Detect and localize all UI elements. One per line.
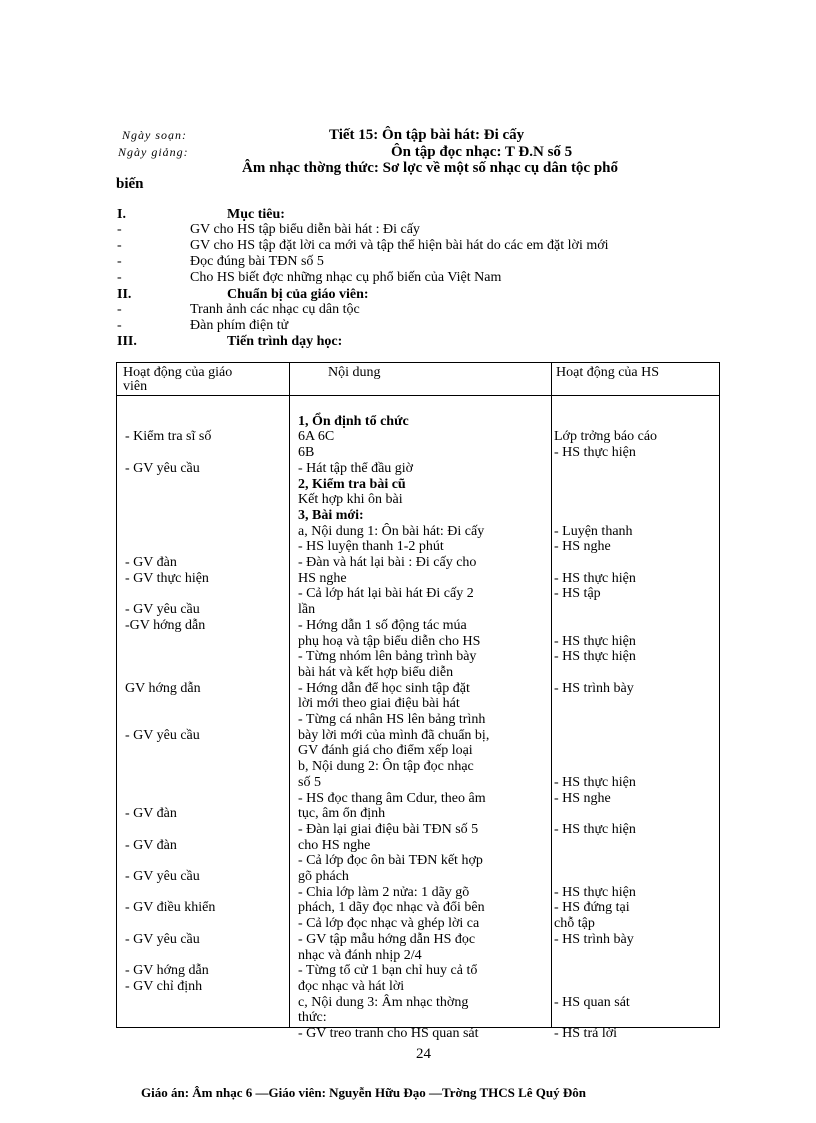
- content-item: - Từng nhóm lên bảng trình bày: [298, 649, 477, 665]
- content-item: a, Nội dung 1: Ôn bài hát: Đi cấy: [298, 523, 485, 539]
- section-2-number: II.: [117, 287, 132, 302]
- page-footer: Giáo án: Âm nhạc 6 —Giáo viên: Nguyễn Hữu Đạo —Trờng THCS Lê Quý Đôn: [141, 1085, 587, 1100]
- list-item: GV cho HS tập biểu diễn bài hát : Đi cấy: [190, 222, 420, 237]
- student-activity-item: - HS trình bày: [554, 680, 634, 696]
- student-activity-list: [552, 396, 719, 1041]
- list-item: GV cho HS tập đặt lời ca mới và tập thể hiện bài hát do các em đặt lời mới: [190, 238, 609, 253]
- teacher-activity-item: - GV yêu cầu: [125, 869, 200, 884]
- lesson-topic-cont: biến: [116, 176, 144, 192]
- student-activity-item: - HS thực hiện: [554, 633, 636, 649]
- content-item: HS nghe: [298, 570, 347, 586]
- student-activity-item: - HS tập: [554, 586, 601, 602]
- content-item: c, Nội dung 3: Âm nhạc thờng: [298, 994, 469, 1010]
- teacher-activity-item: -GV hớng dẫn: [125, 617, 206, 633]
- list-item: Tranh ảnh các nhạc cụ dân tộc: [190, 302, 360, 317]
- list-item: Đọc đúng bài TĐN số 5: [190, 254, 324, 269]
- teacher-activity-item: GV hớng dẫn: [125, 680, 201, 696]
- bullet-dash: -: [117, 318, 122, 333]
- student-activity-item: - HS trình bày: [554, 931, 634, 947]
- header-cell-teacher: [117, 363, 290, 396]
- teacher-activity-item: - GV yêu cầu: [125, 460, 200, 476]
- teacher-activity-item: - GV đàn: [125, 837, 177, 853]
- teacher-activity-list: [117, 396, 289, 1027]
- header-content: Nội dung: [328, 365, 381, 380]
- content-item: bày lời mới của mình đã chuẩn bị,: [298, 727, 490, 743]
- table-header-row: [117, 363, 720, 396]
- section-1-bullets: [117, 222, 122, 286]
- content-item: phụ hoạ và tập biểu diễn cho HS: [298, 633, 481, 649]
- content-item: số 5: [298, 774, 321, 790]
- student-activity-item: - HS nghe: [554, 539, 611, 555]
- content-item: 3, Bài mới:: [298, 507, 364, 523]
- content-cell: [290, 396, 552, 1041]
- student-activity-item: - HS trả lời: [554, 1026, 618, 1041]
- content-item: bài hát và kết hợp biểu diễn: [298, 664, 454, 680]
- teacher-activity-cell: [117, 396, 290, 1028]
- teacher-activity-item: - GV yêu cầu: [125, 602, 200, 618]
- bullet-dash: -: [117, 238, 122, 253]
- teacher-activity-item: - Kiểm tra sĩ số: [125, 429, 212, 445]
- content-item: 1, Ổn định tổ chức: [298, 413, 409, 429]
- content-item: GV đánh giá cho điểm xếp loại: [298, 743, 473, 759]
- content-item: - HS luyện thanh 1-2 phút: [298, 539, 444, 555]
- page-number: 24: [416, 1046, 431, 1062]
- student-activity-item: - HS đứng tại: [554, 900, 630, 916]
- section-3-title: Tiến trình dạy học:: [227, 334, 343, 349]
- content-item: 2, Kiểm tra bài cũ: [298, 476, 406, 492]
- section-3-number: III.: [117, 334, 137, 349]
- content-item: thức:: [298, 1010, 327, 1026]
- section-2-list: [190, 302, 360, 334]
- content-item: - GV treo tranh cho HS quan sát: [298, 1026, 479, 1041]
- lesson-plan-table: [116, 362, 720, 1041]
- teacher-activity-item: - GV đàn: [125, 555, 177, 570]
- teacher-activity-item: - GV chỉ định: [125, 978, 203, 994]
- student-activity-item: - HS thực hiện: [554, 884, 636, 900]
- content-item: - Từng cá nhân HS lên bảng trình: [298, 712, 486, 727]
- content-item: - GV tập mẫu hớng dẫn HS đọc: [298, 931, 476, 947]
- content-item: - Cả lớp hát lại bài hát Đi cấy 2: [298, 586, 474, 602]
- header-cell-content: [290, 363, 552, 396]
- lesson-subtitle: Ôn tập đọc nhạc: T Đ.N số 5: [391, 144, 573, 160]
- bullet-dash: -: [117, 302, 122, 317]
- content-item: - Đàn và hát lại bài : Đi cấy cho: [298, 555, 477, 570]
- student-activity-item: - HS thực hiện: [554, 774, 636, 790]
- header-cell-student: [552, 363, 720, 396]
- table-row: [117, 396, 720, 1028]
- student-activity-item: - HS thực hiện: [554, 649, 636, 665]
- student-activity-cell: [552, 396, 720, 1041]
- header-student: Hoạt động của HS: [556, 365, 660, 380]
- student-activity-item: - HS thực hiện: [554, 821, 636, 837]
- student-activity-item: - Luyện thanh: [554, 523, 633, 539]
- teacher-activity-item: - GV thực hiện: [125, 570, 209, 586]
- teacher-activity-item: - GV yêu cầu: [125, 931, 200, 947]
- teacher-activity-item: - GV điều khiển: [125, 900, 216, 916]
- content-item: phách, 1 dãy đọc nhạc và đổi bên: [298, 900, 485, 916]
- list-item: Cho HS biết đợc những nhạc cụ phổ biến của Việt Nam: [190, 270, 502, 285]
- content-item: Kết hợp khi ôn bài: [298, 492, 403, 508]
- ngay-soan-label: Ngày soạn:: [122, 128, 187, 142]
- content-item: - Hát tập thể đầu giờ: [298, 460, 414, 476]
- ngay-giang-label: Ngày giảng:: [118, 145, 189, 159]
- content-item: - HS đọc thang âm Cdur, theo âm: [298, 790, 486, 806]
- bullet-dash: -: [117, 270, 122, 285]
- student-activity-item: - HS nghe: [554, 790, 611, 806]
- content-item: - Đàn lại giai điệu bài TĐN số 5: [298, 821, 479, 837]
- header-teacher-line2: viên: [123, 379, 148, 394]
- bullet-dash: -: [117, 222, 122, 237]
- content-item: tục, âm ổn định: [298, 806, 386, 822]
- content-item: - Cả lớp đọc nhạc và ghép lời ca: [298, 916, 480, 932]
- section-1-list: [190, 222, 609, 286]
- student-activity-item: - HS thực hiện: [554, 445, 636, 461]
- bullet-dash: -: [117, 254, 122, 269]
- list-item: Đàn phím điện tử: [190, 318, 289, 333]
- student-activity-item: - HS thực hiện: [554, 570, 636, 586]
- section-2-title: Chuẩn bị của giáo viên:: [227, 287, 369, 302]
- lesson-topic: Âm nhạc thờng thức: Sơ lợc về một số nhạc cụ dân tộc phổ: [242, 160, 619, 176]
- student-activity-item: - HS quan sát: [554, 994, 630, 1010]
- content-item: 6B: [298, 445, 315, 461]
- content-item: b, Nội dung 2: Ôn tập đọc nhạc: [298, 759, 474, 775]
- teacher-activity-item: - GV yêu cầu: [125, 727, 200, 743]
- section-1-number: I.: [117, 207, 126, 222]
- section-2-bullets: [117, 302, 122, 334]
- content-list: [290, 396, 551, 1041]
- lesson-title: Tiết 15: Ôn tập bài hát: Đi cấy: [329, 127, 525, 143]
- content-item: 6A 6C: [298, 429, 335, 445]
- header-teacher-line1: Hoạt động của giáo: [123, 365, 233, 380]
- content-item: - Hớng dẫn để học sinh tập đặt: [298, 680, 470, 696]
- content-item: - Hớng dẫn 1 số động tác múa: [298, 617, 467, 633]
- content-item: - Chia lớp làm 2 nửa: 1 dãy gõ: [298, 884, 470, 900]
- content-item: đọc nhạc và hát lời: [298, 978, 405, 994]
- content-item: nhạc và đánh nhịp 2/4: [298, 947, 422, 963]
- student-activity-item: Lớp trởng báo cáo: [554, 429, 658, 445]
- content-item: gõ phách: [298, 869, 349, 884]
- content-item: cho HS nghe: [298, 837, 371, 853]
- content-item: lần: [298, 602, 316, 618]
- section-1-title: Mục tiêu:: [227, 207, 285, 222]
- teacher-activity-item: - GV hớng dẫn: [125, 963, 209, 979]
- student-activity-item: chỗ tập: [554, 916, 595, 932]
- content-item: - Từng tổ cử 1 bạn chỉ huy cả tổ: [298, 963, 478, 979]
- teacher-activity-item: - GV đàn: [125, 806, 177, 822]
- content-item: lời mới theo giai điệu bài hát: [298, 696, 460, 712]
- content-item: - Cả lớp đọc ôn bài TĐN kết hợp: [298, 853, 483, 869]
